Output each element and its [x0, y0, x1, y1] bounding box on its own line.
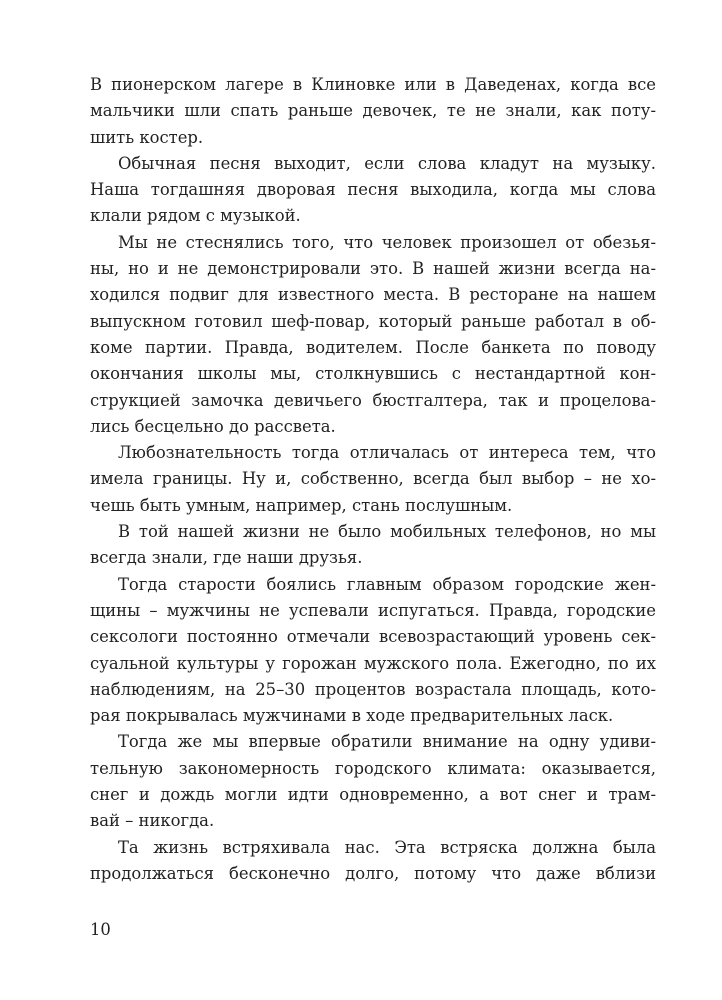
- text-line: рая покрывалась мужчинами в ходе предварительных ласк.: [90, 706, 614, 726]
- text-line: шить костер.: [90, 127, 204, 147]
- text-line: Тогда же мы впервые обратили внимание на одну удиви-: [118, 732, 656, 752]
- text-line: выпускном готовил шеф-повар, который раньше работал в об-: [90, 311, 656, 331]
- paragraph: [90, 230, 656, 440]
- text-line: суальной культуры у горожан мужского пола. Ежегодно, по их: [90, 653, 656, 673]
- text-line: В пионерском лагере в Клиновке или в Даведенах, когда все: [90, 75, 656, 94]
- text-line: Тогда старости боялись главным образом городские жен-: [118, 574, 656, 594]
- paragraph: [90, 835, 656, 888]
- text-line: щины – мужчины не успевали испугаться. Правда, городские: [90, 600, 656, 620]
- paragraph: [90, 519, 656, 572]
- paragraph: [90, 572, 656, 730]
- text-line: В той нашей жизни не было мобильных телефонов, но мы: [118, 522, 656, 542]
- paragraph: [90, 729, 656, 834]
- text-line: ходился подвиг для известного места. В ресторане на нашем: [90, 285, 656, 305]
- text-line: чешь быть умным, например, стань послушным.: [90, 495, 513, 515]
- page-body: [90, 72, 656, 887]
- text-line: снег и дождь могли идти одновременно, а вот снег и трам-: [90, 785, 656, 805]
- text-line: наблюдениям, на 25–30 процентов возрастала площадь, кото-: [90, 679, 656, 699]
- text-line: Наша тогдашняя дворовая песня выходила, когда мы слова: [90, 180, 656, 200]
- paragraph: [90, 72, 656, 151]
- text-line: сексологи постоянно отмечали всевозрастающий уровень сек-: [90, 627, 656, 647]
- text-line: струкцией замочка девичьего бюстгалтера, так и процелова-: [90, 390, 656, 410]
- text-line: Та жизнь встряхивала нас. Эта встряска должна была: [118, 837, 656, 857]
- paragraph: [90, 440, 656, 519]
- text-line: вай – никогда.: [90, 811, 215, 831]
- paragraph: [90, 151, 656, 230]
- text-line: Мы не стеснялись того, что человек произошел от обезья-: [118, 232, 656, 252]
- text-line: коме партии. Правда, водителем. После банкета по поводу: [90, 337, 656, 357]
- text-line: всегда знали, где наши друзья.: [90, 548, 363, 568]
- text-line: тельную закономерность городского климата: оказывается,: [90, 758, 656, 778]
- text-line: клали рядом с музыкой.: [90, 206, 301, 226]
- text-line: имела границы. Ну и, собственно, всегда был выбор – не хо-: [90, 469, 656, 489]
- text-line: Любознательность тогда отличалась от интереса тем, что: [118, 443, 656, 463]
- text-line: лись бесцельно до рассвета.: [90, 416, 336, 436]
- page-number: 10: [90, 920, 111, 939]
- text-line: окончания школы мы, столкнувшись с нестандартной кон-: [90, 364, 656, 384]
- text-line: ны, но и не демонстрировали это. В нашей жизни всегда на-: [90, 259, 656, 279]
- text-line: Обычная песня выходит, если слова кладут на музыку.: [118, 153, 656, 173]
- text-line: мальчики шли спать раньше девочек, те не знали, как поту-: [90, 101, 656, 121]
- text-line: продолжаться бесконечно долго, потому что даже вблизи: [90, 863, 656, 883]
